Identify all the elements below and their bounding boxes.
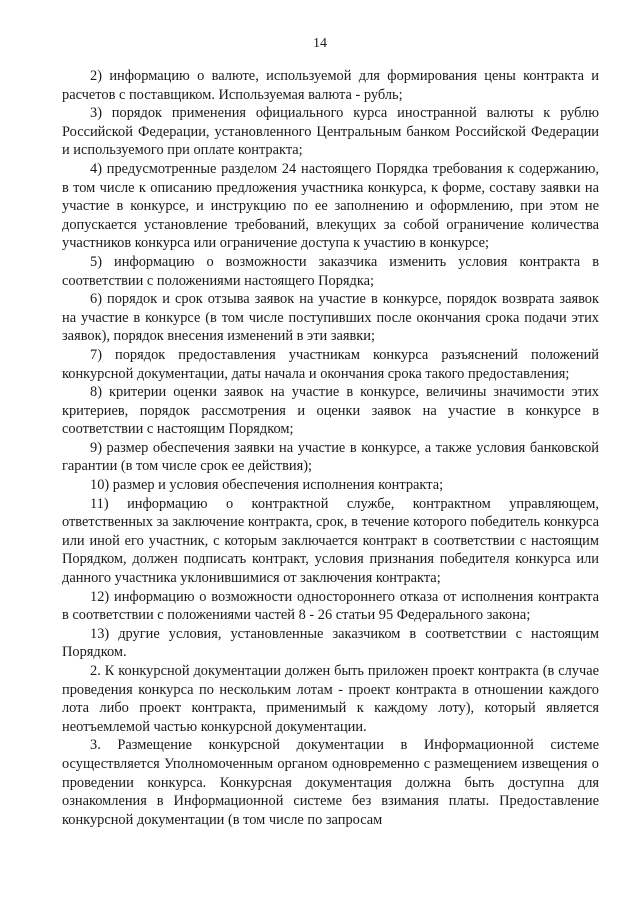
paragraph-item-13: 13) другие условия, установленные заказчиком в соответствии с настоящим Порядком. bbox=[62, 625, 599, 661]
paragraph-item-10: 10) размер и условия обеспечения исполнения контракта; bbox=[90, 477, 444, 494]
document-body bbox=[62, 67, 599, 829]
section-paragraph-3: 3. Размещение конкурсной документации в Информационной системе осуществляется Уполномоченным органом одновременно с размещением извещения о проведении конкурса. Конкурсная документация должна быть доступна для ознакомления в Информационной системе без взимания платы. Предоставление конкурсной документации (в том числе по запросам bbox=[62, 737, 599, 828]
paragraph-item-9: 9) размер обеспечения заявки на участие в конкурсе, а также условия банковской гарантии (в том числе срок ее действия); bbox=[62, 439, 599, 475]
paragraph-item-8: 8) критерии оценки заявок на участие в конкурсе, величины значимости этих критериев, порядок рассмотрения и оценки заявок на участие в конкурсе в соответствии с настоящим Порядком; bbox=[62, 384, 599, 438]
section-paragraph-2: 2. К конкурсной документации должен быть приложен проект контракта (в случае проведения конкурса по нескольким лотам - проект контракта в отношении каждого лота либо проект контракта, применимый к каждому лоту), который является неотъемлемой частью конкурсной документации. bbox=[62, 663, 599, 735]
paragraph-item-5: 5) информацию о возможности заказчика изменить условия контракта в соответствии с положениями настоящего Порядка; bbox=[62, 253, 599, 289]
page-number: 14 bbox=[313, 36, 327, 51]
paragraph-item-6: 6) порядок и срок отзыва заявок на участие в конкурсе, порядок возврата заявок на участие в конкурсе (в том числе поступивших после окончания срока подачи этих заявок), порядок внесения изменений в эти заявки; bbox=[62, 291, 599, 345]
paragraph-item-2: 2) информацию о валюте, используемой для формирования цены контракта и расчетов с поставщиком. Используемая валюта - рубль; bbox=[62, 68, 599, 103]
paragraph-item-7: 7) порядок предоставления участникам конкурса разъяснений положений конкурсной документации, даты начала и окончания срока такого предоставления; bbox=[62, 346, 599, 382]
paragraph-item-4: 4) предусмотренные разделом 24 настоящего Порядка требования к содержанию, в том числе к описанию предложения участника конкурса, к форме, составу заявки на участие в конкурсе, и инструкцию по ее заполнению и оформлению, при этом не допускается установление требований, влекущих за собой ограничение количества участников конкурса или ограничение доступа к участию в конкурсе; bbox=[62, 160, 599, 252]
paragraph-item-12: 12) информацию о возможности одностороннего отказа от исполнения контракта в соответствии с положениями частей 8 - 26 статьи 95 Федерального закона; bbox=[62, 588, 599, 624]
paragraph-item-11: 11) информацию о контрактной службе, контрактном управляющем, ответственных за заключение контракта, срок, в течение которого победитель конкурса или иной его участник, с которым заключается контракт в соответствии с настоящим Порядком, должен подписать контракт, условия признания победителя конкурса или данного участника уклонившимися от заключения контракта; bbox=[62, 495, 599, 587]
paragraph-item-3: 3) порядок применения официального курса иностранной валюты к рублю Российской Федерации, установленного Центральным банком Российской Федерации и используемого при оплате контракта; bbox=[62, 105, 599, 159]
